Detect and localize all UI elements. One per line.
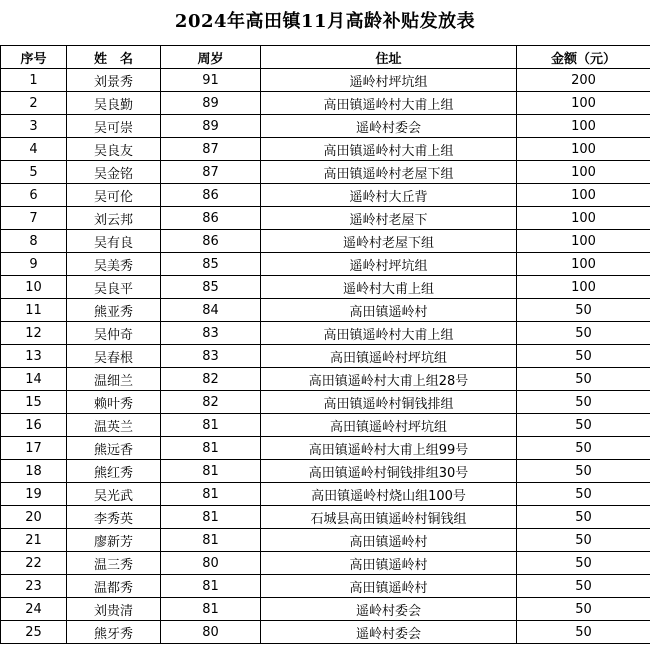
cell-age: 80 [161,621,261,644]
cell-name: 吴美秀 [67,253,161,276]
header-name: 姓 名 [67,46,161,69]
table-row [1,115,650,138]
cell-amount: 100 [517,253,650,276]
cell-amount: 50 [517,368,650,391]
cell-no: 15 [1,391,67,414]
cell-no: 13 [1,345,67,368]
cell-amount: 100 [517,115,650,138]
cell-age: 81 [161,529,261,552]
table-row [1,322,650,345]
cell-no: 9 [1,253,67,276]
cell-no: 25 [1,621,67,644]
cell-name: 温都秀 [67,575,161,598]
cell-amount: 50 [517,483,650,506]
cell-address: 高田镇遥岭村坪坑组 [261,345,517,368]
cell-name: 吴光武 [67,483,161,506]
header-amount: 金额（元） [517,46,650,69]
cell-age: 87 [161,161,261,184]
cell-amount: 100 [517,207,650,230]
cell-address: 高田镇遥岭村铜钱排组30号 [261,460,517,483]
cell-address: 遥岭村委会 [261,115,517,138]
cell-address: 高田镇遥岭村大甫上组 [261,138,517,161]
cell-age: 83 [161,322,261,345]
cell-address: 遥岭村委会 [261,598,517,621]
table-row [1,92,650,115]
table-row [1,138,650,161]
cell-no: 19 [1,483,67,506]
cell-no: 18 [1,460,67,483]
cell-no: 5 [1,161,67,184]
table-row [1,391,650,414]
cell-no: 23 [1,575,67,598]
table-row [1,161,650,184]
cell-age: 81 [161,598,261,621]
cell-address: 遥岭村大丘背 [261,184,517,207]
table-row [1,184,650,207]
cell-amount: 50 [517,299,650,322]
cell-address: 遥岭村坪坑组 [261,69,517,92]
cell-address: 高田镇遥岭村坪坑组 [261,414,517,437]
cell-name: 赖叶秀 [67,391,161,414]
cell-age: 82 [161,368,261,391]
table-row [1,345,650,368]
cell-amount: 50 [517,414,650,437]
cell-no: 22 [1,552,67,575]
cell-age: 85 [161,253,261,276]
cell-amount: 50 [517,322,650,345]
table-row [1,483,650,506]
cell-no: 6 [1,184,67,207]
table-row [1,368,650,391]
cell-amount: 50 [517,506,650,529]
cell-address: 高田镇遥岭村 [261,299,517,322]
cell-no: 16 [1,414,67,437]
cell-age: 82 [161,391,261,414]
cell-name: 吴良平 [67,276,161,299]
cell-age: 80 [161,552,261,575]
cell-address: 高田镇遥岭村老屋下组 [261,161,517,184]
sheet-title: 2024年高田镇11月高龄补贴发放表 [174,11,476,32]
cell-name: 熊牙秀 [67,621,161,644]
cell-age: 81 [161,414,261,437]
cell-address: 高田镇遥岭村铜钱排组 [261,391,517,414]
table-row [1,253,650,276]
cell-amount: 100 [517,92,650,115]
cell-name: 刘云邦 [67,207,161,230]
cell-age: 81 [161,437,261,460]
header-row [1,46,650,69]
cell-name: 温英兰 [67,414,161,437]
cell-age: 85 [161,276,261,299]
table-row [1,506,650,529]
cell-address: 高田镇遥岭村大甫上组 [261,92,517,115]
cell-amount: 50 [517,621,650,644]
cell-name: 吴良友 [67,138,161,161]
cell-address: 石城县高田镇遥岭村铜钱组 [261,506,517,529]
cell-no: 4 [1,138,67,161]
cell-name: 吴春根 [67,345,161,368]
cell-no: 17 [1,437,67,460]
cell-amount: 50 [517,598,650,621]
cell-age: 83 [161,345,261,368]
cell-amount: 50 [517,437,650,460]
cell-no: 14 [1,368,67,391]
cell-age: 86 [161,184,261,207]
cell-address: 高田镇遥岭村大甫上组99号 [261,437,517,460]
cell-age: 81 [161,483,261,506]
subsidy-table [0,45,650,644]
cell-age: 81 [161,460,261,483]
cell-no: 2 [1,92,67,115]
cell-no: 24 [1,598,67,621]
table-row [1,460,650,483]
cell-name: 温三秀 [67,552,161,575]
cell-name: 吴仲奇 [67,322,161,345]
cell-age: 86 [161,230,261,253]
cell-address: 高田镇遥岭村 [261,575,517,598]
cell-age: 81 [161,506,261,529]
header-address: 住址 [261,46,517,69]
cell-amount: 100 [517,161,650,184]
table-row [1,529,650,552]
cell-no: 21 [1,529,67,552]
cell-name: 吴良勤 [67,92,161,115]
cell-name: 吴可崇 [67,115,161,138]
cell-amount: 50 [517,552,650,575]
cell-age: 87 [161,138,261,161]
cell-address: 高田镇遥岭村 [261,529,517,552]
cell-name: 廖新芳 [67,529,161,552]
table-body [1,69,650,644]
cell-age: 81 [161,575,261,598]
cell-no: 11 [1,299,67,322]
cell-amount: 100 [517,276,650,299]
table-row [1,437,650,460]
cell-address: 高田镇遥岭村烧山组100号 [261,483,517,506]
cell-no: 1 [1,69,67,92]
table-row [1,414,650,437]
cell-amount: 50 [517,460,650,483]
cell-address: 遥岭村大甫上组 [261,276,517,299]
cell-address: 高田镇遥岭村大甫上组 [261,322,517,345]
cell-age: 84 [161,299,261,322]
cell-age: 86 [161,207,261,230]
table-row [1,598,650,621]
table-row [1,552,650,575]
cell-no: 8 [1,230,67,253]
cell-amount: 200 [517,69,650,92]
cell-no: 7 [1,207,67,230]
cell-age: 89 [161,115,261,138]
cell-name: 刘贵清 [67,598,161,621]
cell-no: 20 [1,506,67,529]
table-row [1,299,650,322]
table-row [1,69,650,92]
cell-no: 10 [1,276,67,299]
cell-address: 遥岭村老屋下组 [261,230,517,253]
cell-name: 熊远香 [67,437,161,460]
cell-amount: 50 [517,529,650,552]
cell-amount: 100 [517,230,650,253]
cell-name: 吴金铭 [67,161,161,184]
header-age: 周岁 [161,46,261,69]
cell-address: 遥岭村坪坑组 [261,253,517,276]
cell-amount: 50 [517,391,650,414]
cell-name: 熊红秀 [67,460,161,483]
cell-no: 12 [1,322,67,345]
cell-amount: 100 [517,138,650,161]
header-no: 序号 [1,46,67,69]
table-row [1,230,650,253]
cell-name: 吴可伦 [67,184,161,207]
table-row [1,575,650,598]
cell-amount: 50 [517,575,650,598]
cell-amount: 100 [517,184,650,207]
cell-address: 高田镇遥岭村 [261,552,517,575]
table-row [1,621,650,644]
cell-name: 李秀英 [67,506,161,529]
cell-name: 温细兰 [67,368,161,391]
table-row [1,276,650,299]
cell-amount: 50 [517,345,650,368]
cell-address: 遥岭村委会 [261,621,517,644]
cell-name: 熊亚秀 [67,299,161,322]
cell-no: 3 [1,115,67,138]
table-row [1,207,650,230]
cell-age: 89 [161,92,261,115]
cell-address: 高田镇遥岭村大甫上组28号 [261,368,517,391]
cell-name: 吴有良 [67,230,161,253]
cell-age: 91 [161,69,261,92]
cell-name: 刘景秀 [67,69,161,92]
cell-address: 遥岭村老屋下 [261,207,517,230]
